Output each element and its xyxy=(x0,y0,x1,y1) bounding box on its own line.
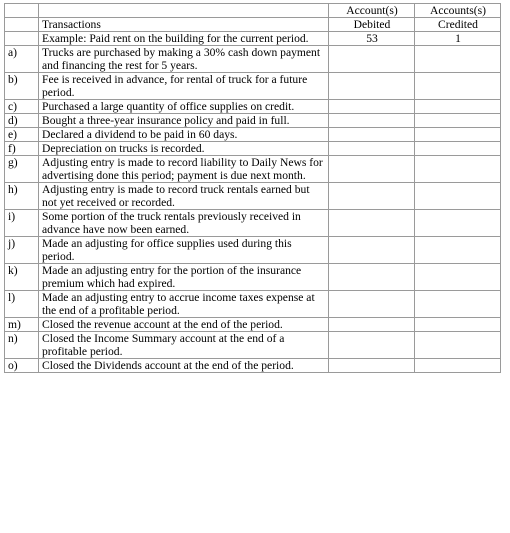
transaction-row xyxy=(5,359,501,373)
transaction-letter: k) xyxy=(5,264,39,291)
accounts-debited-cell[interactable] xyxy=(329,210,415,237)
accounts-credited-cell[interactable] xyxy=(415,142,501,156)
example-letter-cell xyxy=(5,32,39,46)
transaction-letter: n) xyxy=(5,332,39,359)
transaction-row xyxy=(5,291,501,318)
transaction-letter: i) xyxy=(5,210,39,237)
accounts-debited-cell[interactable] xyxy=(329,332,415,359)
transaction-letter: l) xyxy=(5,291,39,318)
accounts-debited-cell[interactable] xyxy=(329,264,415,291)
transaction-row xyxy=(5,332,501,359)
transactions-header: Transactions xyxy=(39,18,329,32)
transaction-description: Closed the Dividends account at the end of the period. xyxy=(39,359,329,373)
example-row xyxy=(5,32,501,46)
accounts-debited-cell[interactable] xyxy=(329,359,415,373)
transaction-row xyxy=(5,128,501,142)
example-text: Example: Paid rent on the building for the current period. xyxy=(39,32,329,46)
transaction-description: Declared a dividend to be paid in 60 days. xyxy=(39,128,329,142)
transaction-row xyxy=(5,210,501,237)
accounts-credited-cell[interactable] xyxy=(415,359,501,373)
transaction-description: Trucks are purchased by making a 30% cash down payment and financing the rest for 5 years. xyxy=(39,46,329,73)
transaction-letter: m) xyxy=(5,318,39,332)
accounts-credited-cell[interactable] xyxy=(415,183,501,210)
transaction-letter: j) xyxy=(5,237,39,264)
transaction-row xyxy=(5,73,501,100)
header-row-top xyxy=(5,4,501,18)
transaction-letter: d) xyxy=(5,114,39,128)
accounts-debited-cell[interactable] xyxy=(329,237,415,264)
transaction-row xyxy=(5,237,501,264)
accounts-debited-cell[interactable] xyxy=(329,183,415,210)
accounts-credited-cell[interactable] xyxy=(415,46,501,73)
transaction-description: Some portion of the truck rentals previously received in advance have now been earned. xyxy=(39,210,329,237)
accounts-debited-cell[interactable] xyxy=(329,156,415,183)
transaction-row xyxy=(5,318,501,332)
transaction-letter: h) xyxy=(5,183,39,210)
transaction-letter: b) xyxy=(5,73,39,100)
transaction-row xyxy=(5,183,501,210)
transaction-row xyxy=(5,46,501,73)
transaction-letter: a) xyxy=(5,46,39,73)
transaction-description: Closed the revenue account at the end of the period. xyxy=(39,318,329,332)
debited-header: Debited xyxy=(329,18,415,32)
accounts-debited-cell[interactable] xyxy=(329,291,415,318)
accounts-credited-cell[interactable] xyxy=(415,291,501,318)
accounts-debited-cell[interactable] xyxy=(329,142,415,156)
accounts-credited-cell[interactable] xyxy=(415,264,501,291)
transaction-description: Made an adjusting entry to accrue income taxes expense at the end of a profitable period. xyxy=(39,291,329,318)
transaction-description: Purchased a large quantity of office supplies on credit. xyxy=(39,100,329,114)
example-debited: 53 xyxy=(329,32,415,46)
accounts-credited-cell[interactable] xyxy=(415,332,501,359)
transactions-table xyxy=(4,3,501,373)
credited-header-top: Accounts(s) xyxy=(415,4,501,18)
transaction-description: Closed the Income Summary account at the end of a profitable period. xyxy=(39,332,329,359)
accounts-credited-cell[interactable] xyxy=(415,318,501,332)
accounts-debited-cell[interactable] xyxy=(329,114,415,128)
transaction-letter: e) xyxy=(5,128,39,142)
worksheet xyxy=(4,3,501,373)
accounts-credited-cell[interactable] xyxy=(415,114,501,128)
header-blank-cell xyxy=(5,18,39,32)
accounts-credited-cell[interactable] xyxy=(415,156,501,183)
transaction-row xyxy=(5,156,501,183)
accounts-debited-cell[interactable] xyxy=(329,46,415,73)
transaction-description: Depreciation on trucks is recorded. xyxy=(39,142,329,156)
transaction-row xyxy=(5,100,501,114)
transaction-row xyxy=(5,142,501,156)
accounts-debited-cell[interactable] xyxy=(329,128,415,142)
transaction-description: Fee is received in advance, for rental of truck for a future period. xyxy=(39,73,329,100)
transaction-description: Made an adjusting entry for the portion of the insurance premium which had expired. xyxy=(39,264,329,291)
accounts-credited-cell[interactable] xyxy=(415,100,501,114)
credited-header: Credited xyxy=(415,18,501,32)
accounts-credited-cell[interactable] xyxy=(415,237,501,264)
example-credited: 1 xyxy=(415,32,501,46)
header-row-bottom xyxy=(5,18,501,32)
transaction-row xyxy=(5,264,501,291)
header-blank-cell xyxy=(5,4,39,18)
debited-header-top: Account(s) xyxy=(329,4,415,18)
accounts-credited-cell[interactable] xyxy=(415,73,501,100)
accounts-debited-cell[interactable] xyxy=(329,73,415,100)
transaction-description: Adjusting entry is made to record truck rentals earned but not yet received or recorded. xyxy=(39,183,329,210)
transaction-description: Bought a three-year insurance policy and paid in full. xyxy=(39,114,329,128)
transaction-letter: o) xyxy=(5,359,39,373)
accounts-credited-cell[interactable] xyxy=(415,210,501,237)
transaction-description: Made an adjusting for office supplies used during this period. xyxy=(39,237,329,264)
accounts-credited-cell[interactable] xyxy=(415,128,501,142)
transaction-row xyxy=(5,114,501,128)
accounts-debited-cell[interactable] xyxy=(329,100,415,114)
transaction-description: Adjusting entry is made to record liability to Daily News for advertising done this period; payment is due next month. xyxy=(39,156,329,183)
transaction-letter: g) xyxy=(5,156,39,183)
transaction-letter: f) xyxy=(5,142,39,156)
transaction-letter: c) xyxy=(5,100,39,114)
header-blank-cell xyxy=(39,4,329,18)
accounts-debited-cell[interactable] xyxy=(329,318,415,332)
